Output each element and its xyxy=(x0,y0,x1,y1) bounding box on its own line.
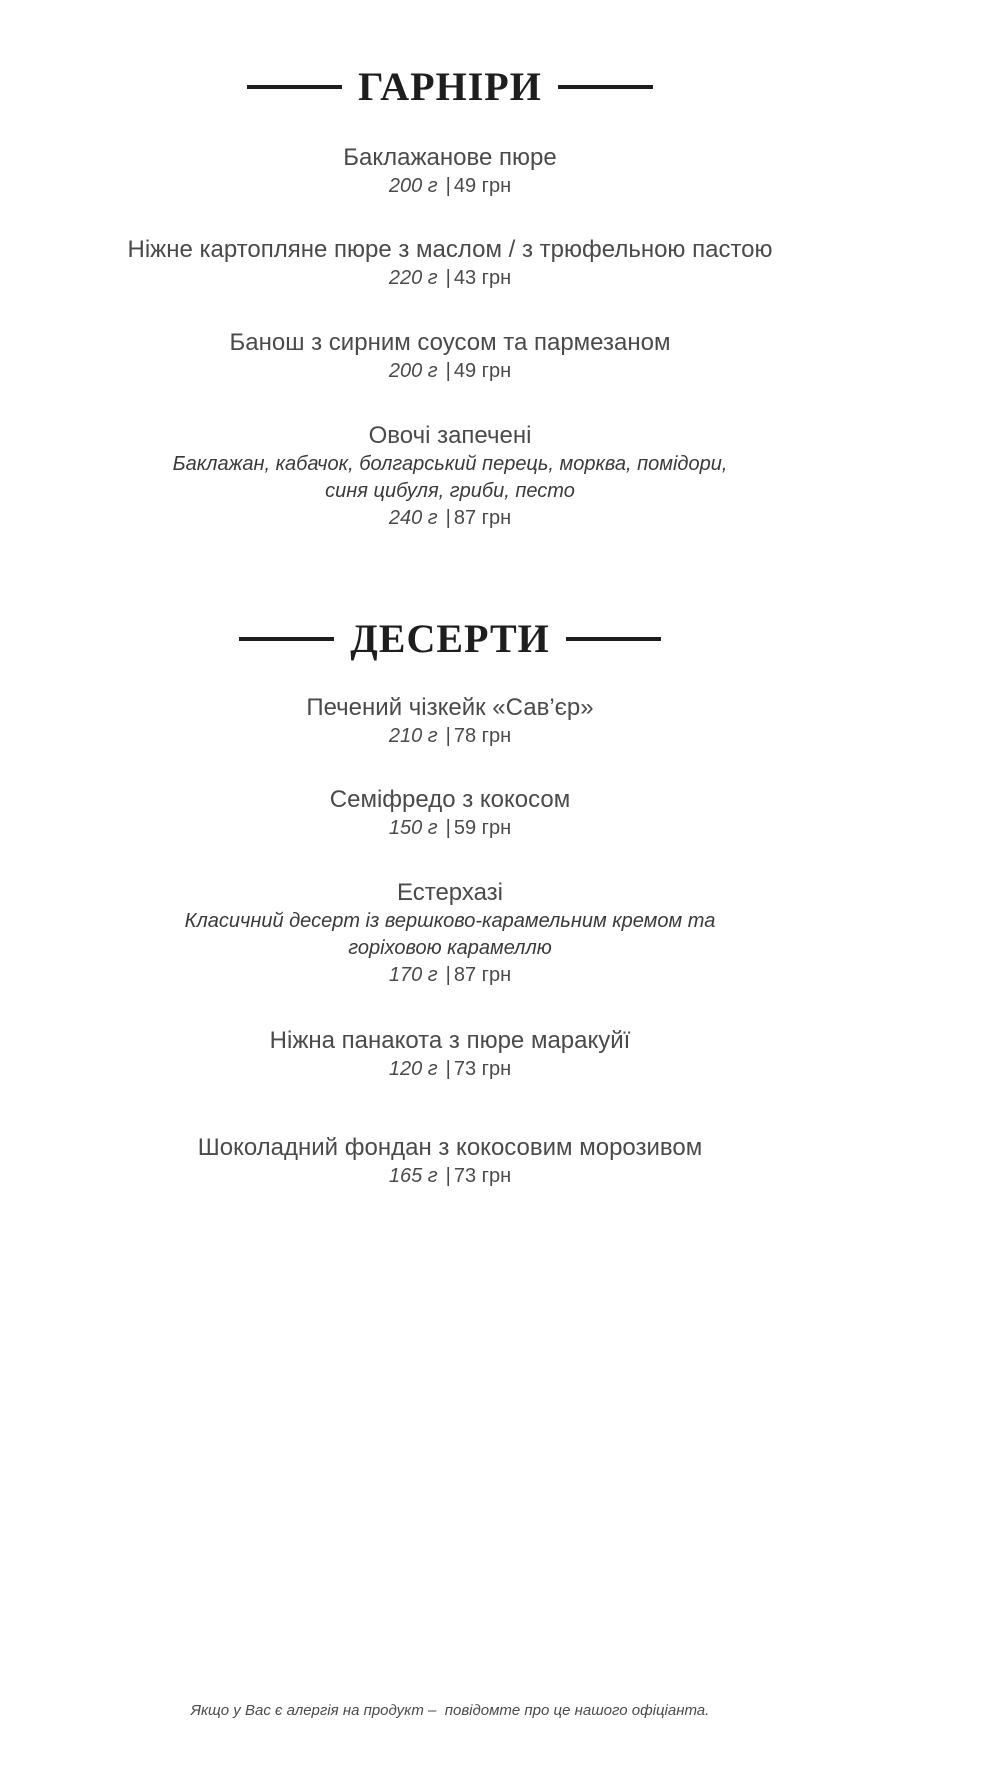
menu-item-description: Баклажан, кабачок, болгарський перець, морква, помідори, синя цибуля, гриби, песто xyxy=(172,453,728,502)
menu-item-weight: 170 г xyxy=(388,964,438,986)
price-separator: | xyxy=(445,725,451,747)
menu-item-weight: 120 г xyxy=(388,1058,438,1080)
section-title-garnishes: ГАРНІРИ xyxy=(358,64,542,109)
price-separator: | xyxy=(445,817,451,839)
menu-item xyxy=(0,1026,900,1083)
menu-item-price-line xyxy=(0,815,900,842)
menu-item-name: Ніжне картопляне пюре з маслом / з трюфельною пастою xyxy=(127,236,773,263)
menu-item xyxy=(0,421,900,532)
menu-item xyxy=(0,693,900,750)
menu-item-price-line xyxy=(0,265,900,292)
menu-item-price: 49 грн xyxy=(453,175,512,197)
menu-item xyxy=(0,328,900,385)
menu-item-name: Семіфредо з кокосом xyxy=(329,786,571,813)
menu-item-weight: 220 г xyxy=(388,267,438,289)
menu-item-price: 87 грн xyxy=(453,507,512,529)
section-title-desserts: ДЕСЕРТИ xyxy=(350,616,550,661)
menu-item-weight: 165 г xyxy=(388,1165,438,1187)
menu-item-price: 78 грн xyxy=(453,725,512,747)
heading-rule-left xyxy=(239,637,334,641)
menu-item-price-line xyxy=(0,505,900,532)
menu-item-name: Баклажанове пюре xyxy=(343,144,557,171)
menu-item-price-line xyxy=(0,723,900,750)
menu-item-weight: 150 г xyxy=(388,817,438,839)
price-separator: | xyxy=(445,964,451,986)
price-separator: | xyxy=(445,360,451,382)
price-separator: | xyxy=(445,267,451,289)
menu-item-weight: 200 г xyxy=(388,175,438,197)
menu-item-price-line xyxy=(0,358,900,385)
price-separator: | xyxy=(445,175,451,197)
menu-item-price-line xyxy=(0,962,900,989)
menu-item xyxy=(0,143,900,200)
heading-rule-right xyxy=(558,85,653,89)
menu-item-price: 49 грн xyxy=(453,360,512,382)
menu-item-name: Банош з сирним соусом та пармезаном xyxy=(229,329,671,356)
section-header-garnishes xyxy=(0,62,900,112)
menu-item-name: Шоколадний фондан з кокосовим морозивом xyxy=(197,1134,703,1161)
menu-item-weight: 210 г xyxy=(388,725,438,747)
heading-rule-right xyxy=(566,637,661,641)
menu-item-price: 87 грн xyxy=(453,964,512,986)
menu-item-name: Ніжна панакота з пюре маракуйї xyxy=(269,1027,631,1054)
menu-item-price-line xyxy=(0,1056,900,1083)
menu-item-price-line xyxy=(0,1163,900,1190)
menu-item-name: Естерхазі xyxy=(396,879,504,906)
menu-item-price: 59 грн xyxy=(453,817,512,839)
section-header-desserts xyxy=(0,614,900,664)
menu-item xyxy=(0,785,900,842)
menu-item-price: 43 грн xyxy=(453,267,512,289)
menu-item xyxy=(0,1133,900,1190)
menu-item-weight: 240 г xyxy=(388,507,438,529)
menu-item-price: 73 грн xyxy=(453,1165,512,1187)
price-separator: | xyxy=(445,507,451,529)
menu-item-name: Печений чізкейк «Сав’єр» xyxy=(306,694,594,721)
menu-item xyxy=(0,235,900,292)
price-separator: | xyxy=(445,1058,451,1080)
menu-item-description: Класичний десерт із вершково-карамельним кремом та горіховою карамеллю xyxy=(184,910,716,959)
menu-item-price: 73 грн xyxy=(453,1058,512,1080)
price-separator: | xyxy=(445,1165,451,1187)
menu-item-price-line xyxy=(0,173,900,200)
menu-item xyxy=(0,878,900,989)
heading-rule-left xyxy=(247,85,342,89)
allergy-footnote: Якщо у Вас є алергія на продукт – повідомте про це нашого офіціанта. xyxy=(190,1702,710,1719)
menu-item-weight: 200 г xyxy=(388,360,438,382)
menu-item-name: Овочі запечені xyxy=(368,422,532,449)
